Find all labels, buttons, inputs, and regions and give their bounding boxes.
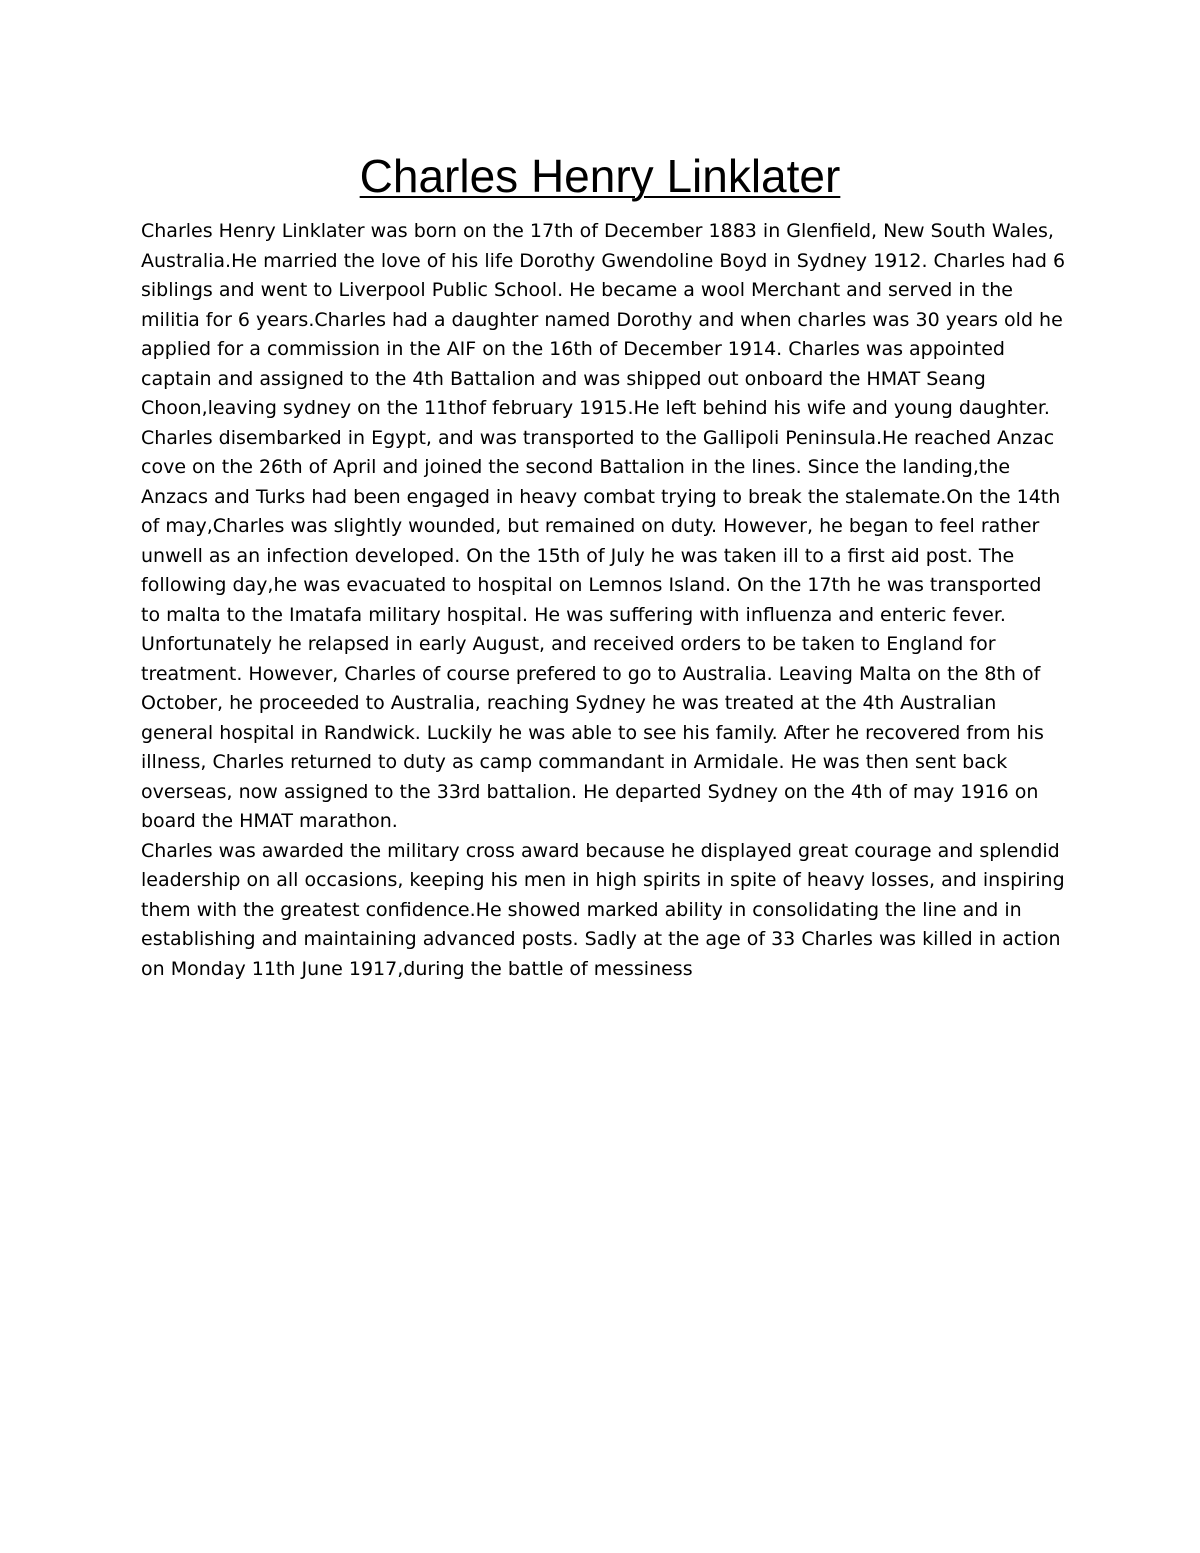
paragraph-gallipoli: Charles disembarked in Egypt, and was transported to the Gallipoli Peninsula.He reached Anzac cove on the 26th of April and joined the second Battalion in the lines. Since the landing,the Anzacs and Turks had been engaged in heavy combat trying to break the stalemate.On the 14th of may,Charles was slightly wounded, but remained on duty. However, he began to feel rather unwell as an infection developed. On the 15th of July he was taken ill to a first aid post. The following day,he was evacuated to hospital on Lemnos Island. On the 17th he was transported to malta to the Imatafa military hospital. He was suffering with influenza and enteric fever. Unfortunately he relapsed in early August, and received orders to be taken to England for treatment. However, Charles of course prefered to go to Australia. Leaving Malta on the 8th of October, he proceeded to Australia, reaching Sydney he was treated at the 4th Australian general hospital in Randwick. Luckily he was able to see his family. After he recovered from his illness, Charles returned to duty as camp commandant in Armidale. He was then sent back overseas, now assigned to the 33rd battalion. He departed Sydney on the 4th of may 1916 on board the HMAT marathon.: [141, 426, 1061, 832]
document-body: [141, 217, 1066, 984]
document-title: Charles Henry Linklater: [359, 150, 841, 202]
paragraph-military-cross: Charles was awarded the military cross award because he displayed great courage and splendid leadership on all occasions, keeping his men in high spirits in spite of heavy losses, and inspiring them with the greatest confidence.He showed marked ability in consolidating the line and in establishing and maintaining advanced posts. Sadly at the age of 33 Charles was killed in action on Monday 11th June 1917,during the battle of messiness: [141, 839, 1065, 980]
paragraph-early-life: Charles Henry Linklater was born on the 17th of December 1883 in Glenfield, New South Wales, Australia.He married the love of his life Dorothy Gwendoline Boyd in Sydney 1912. Charles had 6 siblings and went to Liverpool Public School. He became a wool Merchant and served in the militia for 6 years.Charles had a daughter named Dorothy and when charles was 30 years old he applied for a commission in the AIF on the 16th of December 1914. Charles was appointed captain and assigned to the 4th Battalion and was shipped out onboard the HMAT Seang Choon,leaving sydney on the 11thof february 1915.He left behind his wife and young daughter.: [141, 220, 1066, 419]
